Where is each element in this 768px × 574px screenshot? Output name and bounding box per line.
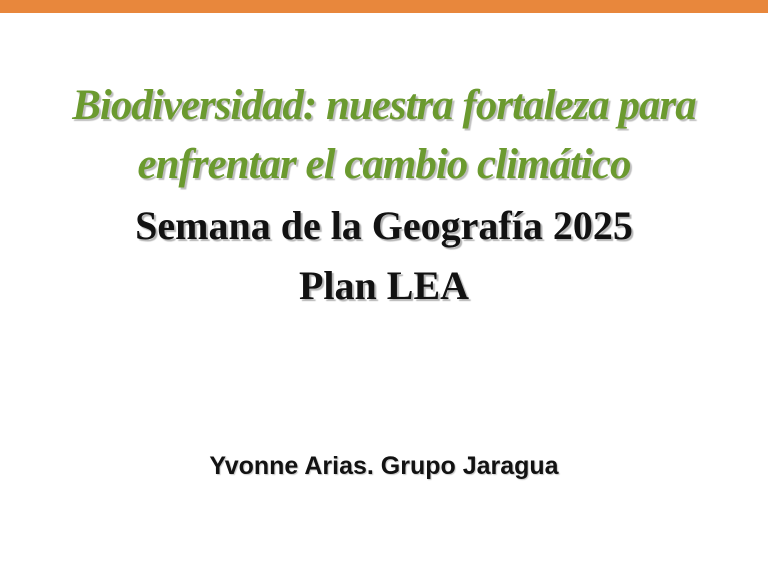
slide-author: Yvonne Arias. Grupo Jaragua — [209, 452, 559, 480]
slide-title-line-2: enfrentar el cambio climático — [137, 141, 631, 188]
top-accent-bar — [0, 0, 768, 13]
slide-title — [0, 76, 768, 194]
slide-subtitle-event: Semana de la Geografía 2025 — [135, 203, 633, 248]
slide-title-line-1: Biodiversidad: nuestra fortaleza para — [72, 82, 696, 129]
slide-subtitle-plan: Plan LEA — [298, 263, 470, 308]
